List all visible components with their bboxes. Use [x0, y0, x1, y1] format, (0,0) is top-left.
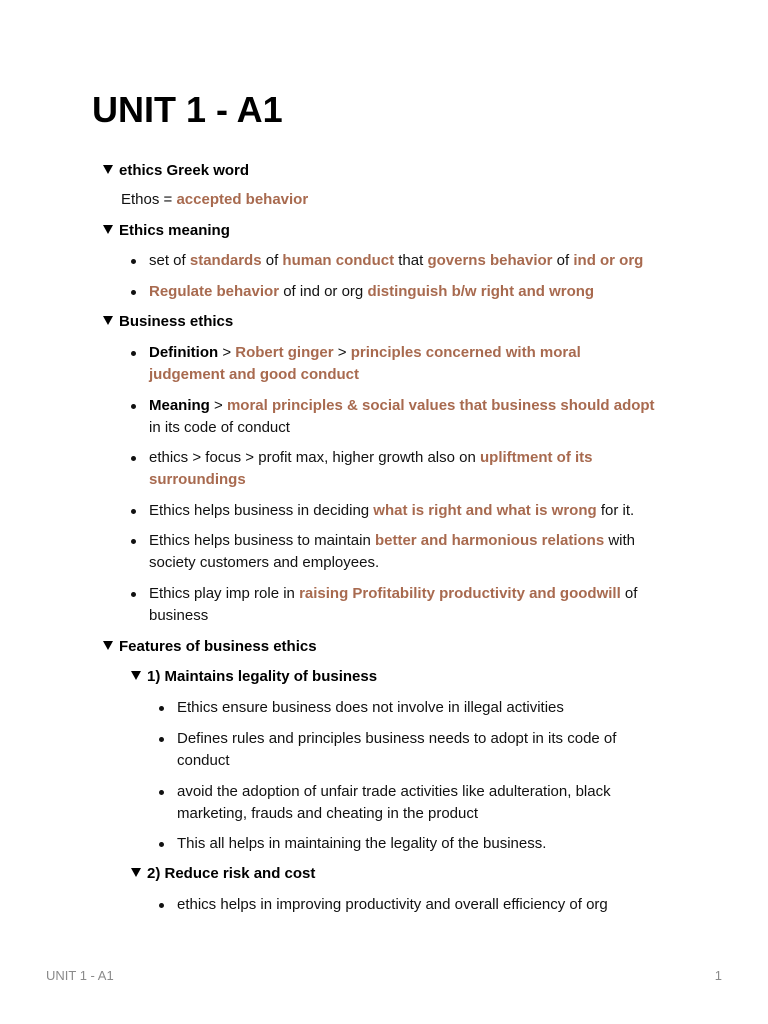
list-item-continuation: conduct: [177, 752, 230, 769]
toggle-reduce-risk-and-cost[interactable]: [131, 863, 315, 885]
toggle-triangle-icon[interactable]: [103, 316, 113, 325]
toggle-label: Business ethics: [119, 313, 234, 330]
toggle-ethics-greek-word[interactable]: [103, 160, 249, 182]
toggle-triangle-icon[interactable]: [103, 641, 113, 650]
toggle-ethics-meaning[interactable]: [103, 220, 230, 242]
list-item: This all helps in maintaining the legality of the business.: [177, 835, 547, 852]
list-item: avoid the adoption of unfair trade activities like adulteration, black: [177, 783, 611, 800]
list-item: [149, 395, 655, 417]
highlight-text: Robert ginger: [235, 344, 334, 361]
text-run: of ind or org: [279, 283, 368, 300]
text-run: >: [209, 397, 227, 414]
bold-text: Meaning: [149, 397, 210, 414]
list-item: [149, 250, 643, 272]
highlight-text: what is right and what is wrong: [373, 502, 597, 519]
toggle-triangle-icon[interactable]: [131, 868, 141, 877]
bullet-icon: [131, 290, 136, 295]
highlight-text: human conduct: [282, 252, 395, 269]
text-run: that: [394, 252, 428, 269]
list-item: [149, 342, 581, 364]
list-item: [149, 500, 634, 522]
toggle-label: Features of business ethics: [119, 638, 317, 655]
bullet-icon: [131, 592, 136, 597]
text-run: Ethics helps business in deciding: [149, 502, 374, 519]
bullet-icon: [159, 903, 164, 908]
ethos-line: [121, 189, 308, 211]
toggle-maintains-legality[interactable]: [131, 666, 377, 688]
text-run: of: [552, 252, 574, 269]
highlight-text: upliftment of its: [480, 449, 593, 466]
text-run: for it.: [596, 502, 635, 519]
list-item: [149, 583, 637, 605]
list-item: Ethics ensure business does not involve in illegal activities: [177, 699, 564, 716]
footer-title: UNIT 1 - A1: [46, 968, 114, 983]
highlight-text: governs behavior: [427, 252, 553, 269]
highlight-text: better and harmonious relations: [374, 532, 605, 549]
text-run: >: [333, 344, 351, 361]
list-item: ethics helps in improving productivity and overall efficiency of org: [177, 896, 608, 913]
bullet-icon: [159, 790, 164, 795]
toggle-label: 1) Maintains legality of business: [147, 668, 378, 685]
bullet-icon: [159, 706, 164, 711]
text-run: ethics > focus > profit max, higher growth also on: [149, 449, 481, 466]
bullet-icon: [131, 259, 136, 264]
list-item-continuation: [149, 364, 359, 386]
text-run: of: [620, 585, 638, 602]
list-item-continuation: in its code of conduct: [149, 419, 290, 436]
highlight-text: distinguish b/w right and wrong: [367, 283, 595, 300]
highlight-text: Regulate behavior: [149, 283, 280, 300]
highlight-text: ind or org: [573, 252, 644, 269]
highlight-text: judgement and good conduct: [149, 366, 359, 383]
list-item: [149, 281, 594, 303]
list-item-continuation: [149, 469, 246, 491]
text-run: Ethos =: [121, 191, 177, 208]
text-run: of: [261, 252, 283, 269]
highlight-text: accepted behavior: [176, 191, 309, 208]
text-run: Ethics play imp role in: [149, 585, 300, 602]
bullet-icon: [131, 539, 136, 544]
text-run: set of: [149, 252, 190, 269]
bullet-icon: [131, 404, 136, 409]
list-item-continuation: society customers and employees.: [149, 554, 380, 571]
bold-text: Definition: [149, 344, 219, 361]
toggle-triangle-icon[interactable]: [103, 165, 113, 174]
bullet-icon: [159, 737, 164, 742]
toggle-triangle-icon[interactable]: [131, 671, 141, 680]
toggle-features-of-business-ethics[interactable]: [103, 636, 317, 658]
bullet-icon: [131, 351, 136, 356]
highlight-text: moral principles & social values that business should adopt: [226, 397, 655, 414]
toggle-triangle-icon[interactable]: [103, 225, 113, 234]
bullet-icon: [159, 842, 164, 847]
page-number: 1: [714, 968, 722, 983]
list-item-continuation: business: [149, 607, 209, 624]
highlight-text: standards: [189, 252, 262, 269]
text-run: >: [218, 344, 236, 361]
text-run: with: [604, 532, 636, 549]
text-run: Ethics helps business to maintain: [149, 532, 375, 549]
bullet-icon: [131, 456, 136, 461]
toggle-label: Ethics meaning: [119, 222, 230, 239]
highlight-text: raising Profitability productivity and goodwill: [299, 585, 621, 602]
list-item: [149, 530, 635, 552]
bullet-icon: [131, 509, 136, 514]
toggle-label: 2) Reduce risk and cost: [147, 865, 316, 882]
highlight-text: surroundings: [149, 471, 246, 488]
page-title: UNIT 1 - A1: [92, 89, 283, 130]
list-item: [149, 447, 593, 469]
highlight-text: principles concerned with moral: [350, 344, 581, 361]
list-item: Defines rules and principles business needs to adopt in its code of: [177, 730, 617, 747]
toggle-business-ethics[interactable]: [103, 311, 233, 333]
list-item-continuation: marketing, frauds and cheating in the product: [177, 805, 479, 822]
toggle-label: ethics Greek word: [119, 162, 250, 179]
